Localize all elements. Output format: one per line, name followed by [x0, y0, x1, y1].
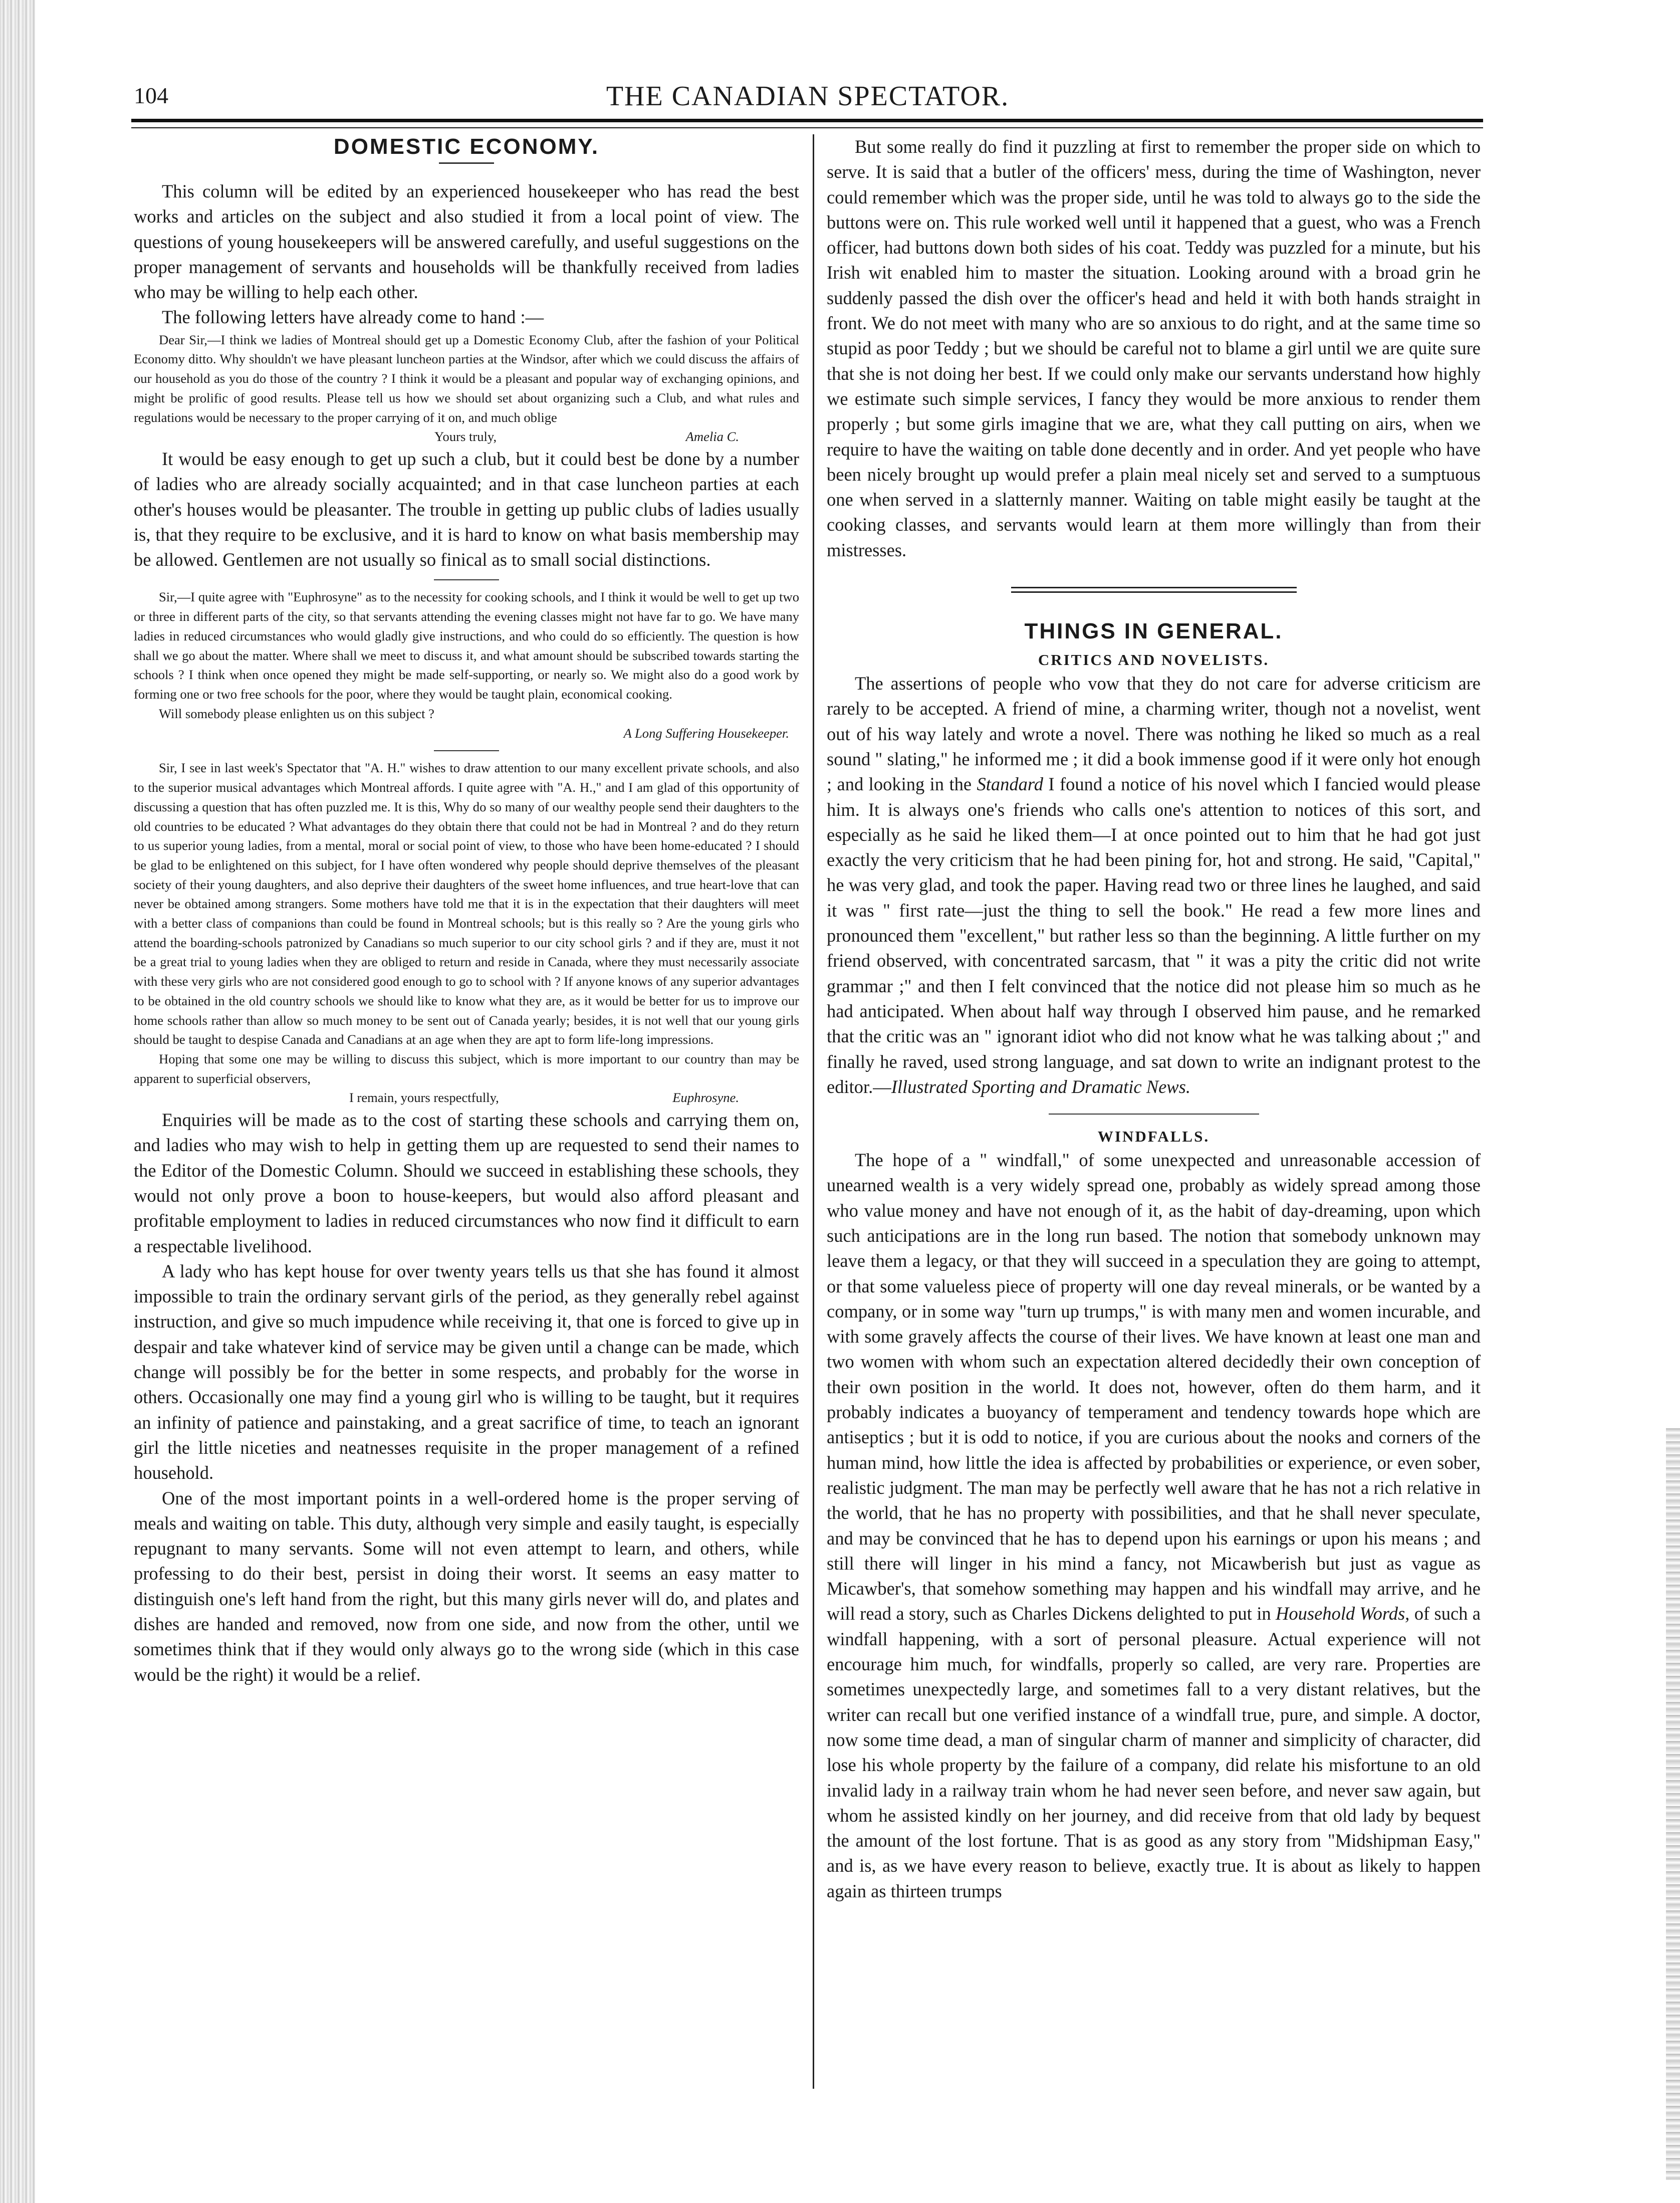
subsection-title-windfalls: WINDFALLS.	[1097, 1128, 1210, 1146]
letter-euphrosyne-closing: I remain, yours respectfully,	[349, 1090, 499, 1106]
article-critics-and-novelists	[827, 671, 1481, 1099]
letter-amelia-signature: Amelia C.	[685, 429, 739, 445]
article-divider	[1049, 1114, 1259, 1115]
section-title-things-in-general: THINGS IN GENERAL.	[1024, 619, 1283, 644]
subsection-title-critics: CRITICS AND NOVELISTS.	[1038, 651, 1270, 669]
letters-intro: The following letters have already come to hand :—	[162, 307, 544, 328]
windfalls-text-part2: of such a windfall happening, with a sort of personal pleasure. Actual experience will not encourage him much, for windfalls, properly so called, are very rare. Properties are sometimes unexpectedly large, and sometimes fall to a very distant relatives, but the writer can recall but one verified instance of a windfall true, pure, and simple. A doctor, now some time dead, a man of singular charm of manner and simplicity of character, did lose his whole property by the failure of a company, did relate his misfortune to an old invalid lady in a railway train whom he had never seen before, and never saw again, but whom he assisted kindly on her journey, and did receive from that old lady by bequest the amount of the lost fortune. That is as good as any story from "Midshipman Easy," and is, as we have every reason to believe, exactly true. It is about as likely to happen again as thirteen trumps	[827, 1603, 1481, 1901]
letter-euphrosyne: Sir, I see in last week's Spectator that "A. H." wishes to draw attention to our many excellent private schools, and also to the superior musical advantages which Montreal affords. I quite agree with "A. H.," and I am glad of this opportunity of discussing a question that has often puzzled me. It is this, Why do so many of our wealthy people send their daughters to the old countries to be educated ? What advantages do they obtain there that could not be had in Montreal ? and do they return to us superior young ladies, from a mental, moral or social point of view, to those who have been home-educated ? I should be glad to be enlightened on this subject, for I have often wondered why people should deprive themselves of the pleasant society of their young daughters, and also deprive their daughters of the sweet home influences, and true heart-love that can never be obtained among strangers. Some mothers have told me that it is in the expectation that their daughters will meet with a better class of companions than could be found in Montreal schools; but is this really so ? Are the young girls who attend the boarding-schools patronized by Canadians so much superior to our city school girls ? and if they are, must it not be a great trial to young ladies when they are obliged to return and reside in Canada, where they must necessarily associate with these very girls who are not considered good enough to go to school with ? If anyone knows of any superior advantages to be obtained in the old country schools we should like to know what they are, as it would be better for us to improve our home schools rather than allow so much money to be sent out of Canada yearly; besides, it is not well that our young girls should be taught to despise Canada and Canadians at an age when they are apt to form life-long impressions.	[134, 760, 799, 1047]
letter-housekeeper: Sir,—I quite agree with "Euphrosyne" as to the necessity for cooking schools, and I think it would be well to get up two or three in different parts of the city, so that servants attending the evening classes might not have far to go. We have many ladies in reduced circumstances who would gladly give instructions, and who could do so efficiently. The question is how shall we go about the matter. Where shall we meet to discuss it, and what amount should be subscribed towards starting the schools ? I think when once opened they might be made self-supporting, or nearly so. We might also do a good work by forming one or two free schools for the poor, where they would be taught plain, economical cooking.	[134, 589, 799, 702]
letter-amelia-closing: Yours truly,	[434, 429, 497, 445]
page-header	[134, 80, 1482, 115]
section-divider-double	[1011, 587, 1297, 593]
section-title-domestic-economy: DOMESTIC ECONOMY.	[333, 134, 600, 159]
reply-club: It would be easy enough to get up such a club, but it could best be done by a number of ladies who are already socially acquainted; and in that case luncheon parties at each other's houses would be pleasanter. The trouble in getting up public clubs of ladies usually is, that they require to be exclusive, and it is hard to know on what basis membership may be allowed. Gentlemen are not usually so finical as to small social distinctions.	[134, 449, 799, 570]
right-column	[827, 134, 1481, 2179]
column-divider	[813, 134, 814, 2089]
page-number: 104	[134, 83, 168, 108]
header-rule	[131, 119, 1483, 128]
letter-divider	[434, 579, 499, 580]
left-column	[134, 134, 799, 2139]
critics-text-part2: I found a notice of his novel which I fancied would please him. It is always one's friends who calls one's attention to notices of this sort, and especially as he said he liked them—I at once pointed out to him that he had got just exactly the very criticism that he had been pining for, hot and strong. He said, "Capital," he was very glad, and took the paper. Having read two or three lines he laughed, and said it was " first rate—just the thing to sell the book." He read a few more lines and pronounced them "excellent," but rather less so than the beginning. A little further on my friend observed, with concentrated sarcasm, that " it was a pity the critic did not write grammar ;" and then I felt convinced that the notice did not please him so much as he had anticipated. When about half way through I observed him pause, and he remarked that the critic was an " ignorant idiot who did not know what he was talking about ;" and finally he raved, used strong language, and sat down to write an indignant protest to the editor.—	[827, 774, 1481, 1097]
letter-housekeeper-signature: A Long Suffering Housekeeper.	[623, 726, 789, 741]
article-windfalls	[827, 1148, 1481, 1904]
masthead-title: THE CANADIAN SPECTATOR.	[606, 81, 1010, 112]
scan-edge-left	[0, 0, 35, 2203]
letter-amelia-signoff	[134, 427, 799, 447]
paragraph-table-serving: One of the most important points in a well-ordered home is the proper serving of meals and waiting on table. This duty, although very simple and easily taught, is especially repugnant to many servants. Some will not even attempt to learn, and others, while professing to do their best, persist in doing their worst. It seems an easy matter to distinguish one's left hand from the right, but this many girls never will do, and plates and dishes are handed and removed, now from one side, and now from the other, until we sometimes think that if they would only always go to the wrong side (which in this case would be the right) it would be a relief.	[134, 1487, 799, 1685]
windfalls-text-part1: The hope of a " windfall," of some unexpected and unreasonable accession of unearned wealth is a very widely spread one, probably as widely spread among those who value money and have not enough of it, as the habit of day-dreaming, upon which such anticipations are in the long run based. The notion that somebody unknown may leave them a legacy, or that they will succeed in a speculation they are going to attempt, or that some valueless piece of property will one day reveal minerals, or be wanted by a company, or in some way "turn up trumps," is with many men and women incurable, and with some gravely affects the course of their lives. We have known at least one man and two women with whom such an expectation altered decidedly their own conception of their own position in the world. It does not, however, often do them harm, and it probably indicates a buoyancy of temperament and tendency towards hope which are antiseptics ; but it is odd to notice, if you are curious about the nooks and corners of the human mind, how little the idea is affected by probabilities or experience, or even sober, realistic judgment. The man may be perfectly well aware that he has not a rich relative in the world, that he has no property with possibilities, and that he shall never speculate, and may be convinced that he has to depend upon his earnings or upon his means ; and still there will linger in his mind a fancy, not Micawberish but just as vague as Micawber's, that somehow something may happen and his windfall may arrive, and he will read a story, such as Charles Dickens delighted to put in	[827, 1150, 1481, 1624]
scan-edge-right	[1666, 1428, 1680, 2180]
letter-amelia: Dear Sir,—I think we ladies of Montreal should get up a Domestic Economy Club, after the fashion of your Political Economy ditto. Why shouldn't we have pleasant luncheon parties at the Windsor, after which we could discuss the affairs of our household as you do those of the country ? I think it would be a pleasant and popular way of exchanging opinions, and might be prolific of good results. Please tell us how we should set about organizing such a Club, and what rules and regulations would be necessary to the proper carrying of it on, and much oblige	[134, 332, 799, 425]
critics-source: Illustrated Sporting and Dramatic News.	[891, 1076, 1190, 1097]
title-rule	[439, 162, 494, 164]
paragraph-enquiries: Enquiries will be made as to the cost of starting these schools and carrying them on, and ladies who may wish to help in getting them up are requested to send their names to the Editor of the Domestic Column. Should we succeed in establishing these schools, they would not only prove a boon to house-keepers, but would also afford pleasant and profitable employment to ladies in reduced circumstances who now find it difficult to earn a respectable livelihood.	[134, 1110, 799, 1256]
letter-euphrosyne-signoff	[134, 1088, 799, 1108]
critics-text-part1: The assertions of people who vow that they do not care for adverse criticism are rarely to be accepted. A friend of mine, a charming writer, though not a novelist, went out of his way lately and wrote a novel. There was nothing he liked so much as a real sound " slating," he informed me ; it did a book immense good if it were only hot enough ; and looking in the	[827, 673, 1481, 795]
paragraph-servant-training: A lady who has kept house for over twenty years tells us that she has found it almost impossible to train the ordinary servant girls of the period, as they generally rebel against instruction, and give so much impudence while receiving it, that one is forced to give up in despair and take whatever kind of service may be given until a change can be made, which change will possibly be for the better in some respects, and probably for the worse in others. Occasionally one may find a young girl who is willing to be taught, but it requires an infinity of patience and painstaking, and a great sacrifice of time, to teach an ignorant girl the little niceties and neatnesses requisite in the proper management of a refined household.	[134, 1260, 799, 1483]
letter-divider	[434, 750, 499, 751]
letter-housekeeper-end: Will somebody please enlighten us on this subject ?	[159, 706, 434, 721]
paragraph-serving-continued: But some really do find it puzzling at first to remember the proper side on which to serve. It is said that a butler of the officers' mess, during the time of Washington, never could remember which was the proper side, until he was told to always go to the side the buttons were on. This rule worked well until it happened that a guest, who was a French officer, had buttons down both sides of his coat. Teddy was puzzled for a minute, but his Irish wit enabled him to master the situation. Looking around with a broad grin he suddenly passed the dish over the officer's head and held it with both hands straight in front. We do not meet with many who are so anxious to do right, and at the same time so stupid as poor Teddy ; but we should be careful not to blame a girl until we are quite sure that she is not doing her best. If we could only make our servants understand how highly we estimate such simple services, I fancy they would be more anxious to render them properly ; but some girls imagine that we are, what they call putting on airs, when we require to have the waiting on table done decently and in order. And yet people who have been nicely brought up would prefer a plain meal nicely set and served to a sumptuous one when served in a slatternly manner. Waiting on table might easily be taught at the cooking classes, and servants would learn at them more willingly than from their mistresses.	[827, 136, 1481, 560]
windfalls-household-words: Household Words,	[1276, 1603, 1410, 1624]
letter-euphrosyne-closing-para: Hoping that some one may be willing to discuss this subject, which is more important to our country than may be apparent to superficial observers,	[134, 1051, 799, 1086]
letter-euphrosyne-signature: Euphrosyne.	[672, 1090, 739, 1106]
critics-standard-title: Standard	[977, 774, 1043, 795]
column-intro: This column will be edited by an experienced housekeeper who has read the best works and articles on the subject and also studied it from a local point of view. The questions of young housekeepers will be answered carefully, and useful suggestions on the proper management of servants and households will be thankfully received from ladies who may be willing to help each other.	[134, 181, 799, 303]
